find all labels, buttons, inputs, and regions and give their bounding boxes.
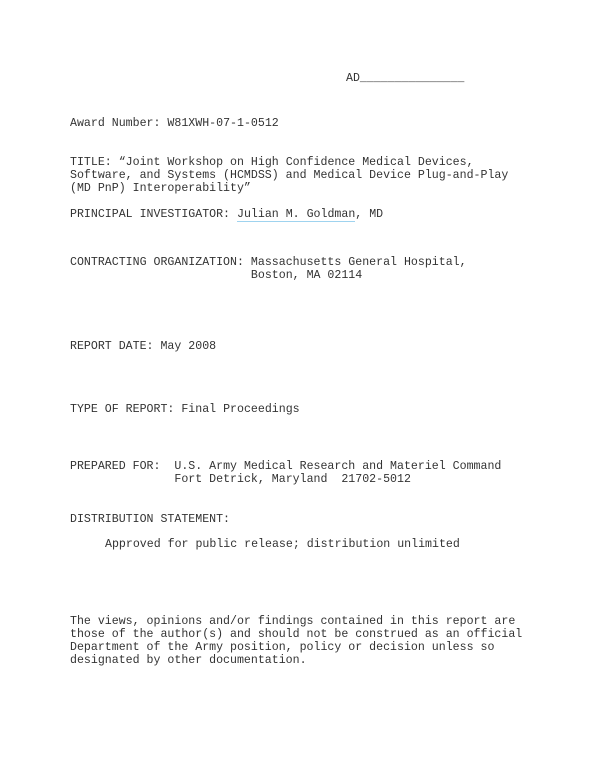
prepared-for-line: U.S. Army Medical Research and Materiel Command [174, 460, 502, 473]
pi-suffix: , MD [355, 208, 384, 221]
report-date [70, 340, 216, 353]
title-block [70, 156, 508, 195]
disclaimer-line: designated by other documentation. [70, 654, 307, 667]
contracting-organization [70, 256, 467, 282]
contracting-line: Boston, MA 02114 [250, 269, 363, 282]
title-line: “Joint Workshop on High Confidence Medical Devices, [118, 156, 474, 169]
ad-number-field [346, 72, 464, 85]
contracting-line: Massachusetts General Hospital, [250, 256, 467, 269]
ad-blank: _______________ [359, 72, 465, 85]
disclaimer [70, 615, 522, 667]
title-line: Software, and Systems (HCMDSS) and Medical Device Plug-and-Play [70, 169, 509, 182]
report-date-label: REPORT DATE: [70, 340, 154, 353]
report-type [70, 403, 300, 416]
ad-label: AD [346, 72, 360, 85]
contracting-label: CONTRACTING ORGANIZATION: [70, 256, 244, 269]
prepared-for-label: PREPARED FOR: [70, 460, 161, 473]
award-value: W81XWH-07-1-0512 [167, 117, 279, 130]
pi-name: Julian M. Goldman [237, 208, 356, 221]
report-type-value: Final Proceedings [181, 403, 300, 416]
distribution-label: DISTRIBUTION STATEMENT: [70, 513, 231, 526]
disclaimer-line: those of the author(s) and should not be construed as an official [70, 628, 523, 641]
principal-investigator [70, 208, 383, 221]
disclaimer-line: The views, opinions and/or findings contained in this report are [70, 615, 516, 628]
title-line: (MD PnP) Interoperability” [70, 182, 251, 195]
distribution-statement: Approved for public release; distribution unlimited [105, 538, 460, 551]
disclaimer-line: Department of the Army position, policy or decision unless so [70, 641, 495, 654]
prepared-for [70, 460, 501, 486]
award-label: Award Number: [70, 117, 161, 130]
report-date-value: May 2008 [160, 340, 217, 353]
report-type-label: TYPE OF REPORT: [70, 403, 175, 416]
title-label: TITLE: [70, 156, 112, 169]
pi-label: PRINCIPAL INVESTIGATOR: [70, 208, 231, 221]
prepared-for-line: Fort Detrick, Maryland 21702-5012 [174, 473, 411, 486]
award-number [70, 117, 279, 130]
